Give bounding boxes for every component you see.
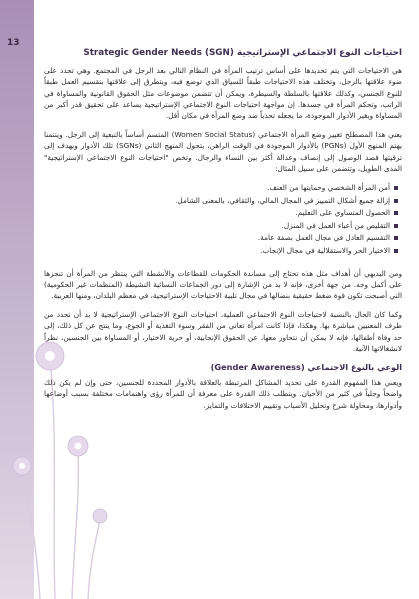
section-title-sgn: احتياجات النوع الاجتماعي الإستراتيجية (Strategic Gender Needs (SGN [83,48,402,58]
document-body [44,48,402,419]
section-title-gender-awareness: الوعي بالنوع الاجتماعي (Gender Awareness) [210,362,402,373]
paragraph-government-support: ومن البديهي أن أهداف مثل هذه تحتاج إلى مساندة الحكومات للقطاعات والأنشطة التي ينتظر من المرأة أن تنجزها على أكمل وجه. من جهة أخرى، فإنه لا بد من الإشارة إلى دور الجماعات النسائية النشيطة (المنظمات غير الحكومية) التي أصبحت تكون قوة ضغط حقيقية بنضالها في مجال تلبية الاحتياجات الإستراتيجية، في معظم البلدان، ومنها العربية. [44,268,402,300]
list-item: التقسيم العادل في مجال العمل بصفة عامة. [44,232,398,245]
page-number: 13 [7,38,20,48]
list-item: الاختيار الحر والاستقلالية في مجال الإنجاب. [44,245,398,258]
paragraph-social-status: يعني هذا المصطلح تغيير وضع المرأة الاجتماعي (Women Social Status) المتسم أساساً بالتبعية إلى الرجل. وينتمنا يهتم المنهج الأول (PGNs) بالأدوار الموجودة في الوقت الراهن، يتحول المنهج الثاني (SGNs) تلك الأدوار ويهدف إلى ترقيتها قصد الوصول إلى إنصاف وعدالة أكثر بين النساء والرجال. وتخص "احتياجات النوع الاجتماعي الإستراتيجية" المدى الطويل، وتتضمن على سبيل المثال: [44,130,402,173]
list-item: إزالة جميع أشكال التمييز في المجال المالي، والثقافي، بالمعنى الشامل. [44,195,398,208]
paragraph-strategic-needs: وكما كان الحال بالنسبة لاحتياجات النوع الاجتماعي العملية، احتياجات النوع الاجتماعي الإستراتيجية لا بد أن تحدد من طرف المعنيين مباشرة بها. وهكذا، فإذا كانت امرأة تعاني من الفقر وسوء التغذية أو الجوع، وما ينتج عن كل ذلك، إلى حد وفاة أطفالها، فإنه لا يمكن أن نتحاور معها، عن الحقوق الإنجابية، أو حرية الاختيار، أو المساواة بين الجنسين، نظراً لانشغالاتها الآنية. [44,310,402,353]
paragraph-gender-awareness: ويعني هذا المفهوم القدرة على تحديد المشاكل المرتبطة بالعلاقة بالأدوار المحددة للجنسين، حتى وإن لم يكن ذلك واضحاً وجلياً في كثير من الأحيان. ويتطلب ذلك القدرة على معرفة أن للمرأة رؤى واهتمامات مختلفة بسبب أوضاعها وأدوارها، ومحاولة شرح وتحليل الأسباب وتقييم الاختلافات والتمايز. [44,378,402,410]
list-item: أمن المرأة الشخصي وحمايتها من العنف. [44,182,398,195]
paragraph-sgn-definition: هي الاحتياجات التي يتم تحديدها على أساس ترتيب المرأة في النظام التالي بعد الرجل في المجتمع. وهي تحدد على ضوء علاقتها بالرجل، وتختلف هذه الاحتياجات طبقاً للسياق الذي توضع فيه، ويتطرق إلى علاقتها بتقسيم العمل طبقاً للنوع الجنسي، وكذلك علاقتها بالسلطة والسيطرة، ويمكن أن تتضمن موضوعات مثل الحقوق القانونية والمساواة في الراتب، وتحكم المرأة في جسدها. إن مواجهة احتياجات النوع الاجتماعي الإستراتيجية يساعد على تحقيق قدر أكبر من المساواة ويغير الأدوار الموجودة، ما يجعله تحدياً ضد وضع المرأة في مكان أقل. [44,66,402,121]
list-item: الحصول المتساوي على التعليم. [44,207,398,220]
needs-list [44,182,402,258]
list-item: التقليص من أعباء العمل في المنزل. [44,220,398,233]
